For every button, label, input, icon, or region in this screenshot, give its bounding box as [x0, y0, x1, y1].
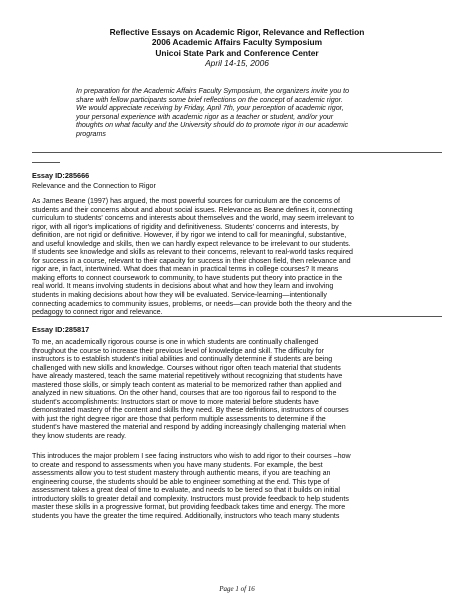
text-line: they know students are ready.: [32, 432, 127, 441]
event-date: April 14-15, 2006: [205, 57, 269, 68]
intro-paragraph: [76, 87, 416, 138]
text-line: master these skills in a progressive format, but providing feedback takes time and energy. The more: [32, 503, 346, 512]
text-line: instructors is to establish student's initial abilities and continually determine if students are being: [32, 355, 333, 364]
text-line: definition, are not rigid or definitive. However, if by rigor we intend to call for meaningful, substantive,: [32, 231, 347, 240]
intro-line: share with fellow participants some brief reflections on the concept of academic rigor.: [76, 95, 343, 104]
text-line: real world. It means involving students in decisions about what and how they learn and involving: [32, 282, 334, 291]
divider: [32, 316, 442, 317]
document-title: Reflective Essays on Academic Rigor, Relevance and Reflection: [109, 27, 365, 37]
text-line: students you have the greater the time required. Additionally, instructors who teach many students: [32, 511, 340, 520]
text-line: As James Beane (1997) has argued, the most powerful sources for curriculum are the concerns of: [32, 197, 340, 205]
text-line: have already mastered, teach the same material repetitively without recognizing that students have: [32, 372, 343, 381]
text-line: curriculum to students' concerns and interests about themselves and the world, may seem irrelevant to: [32, 214, 354, 223]
text-line: If students see knowledge and skills as relevant to their concerns, relevant to real-world tasks required: [32, 248, 353, 257]
text-line: and useful knowledge and skills, then we can hardly expect relevance to be irrelevant to our students.: [32, 239, 351, 248]
text-line: mastered those skills, or simply teach content as material to be memorized rather than applied and: [32, 380, 342, 389]
venue-name: Unicoi State Park and Conference Center: [155, 47, 319, 58]
text-line: students and their concerns about and about social issues. Relevance as Beane defines it, connecting: [32, 205, 353, 214]
essay-1-body: [32, 197, 442, 317]
text-line: challenged with new skills and knowledge. Courses without rigor often teach material that students: [32, 363, 341, 372]
document-header: [0, 27, 474, 68]
essay-2-paragraph-2: [32, 452, 442, 520]
text-line: connecting academics to community issues, problems, or needs—can provide both the theory and the: [32, 299, 352, 308]
text-line: assessment takes a great deal of time to evaluate, and needs to be tiered so that it builds on initial: [32, 486, 340, 495]
text-line: student's have mastered the material and respond by adding increasingly challenging material when: [32, 423, 346, 432]
intro-line: thoughts on what faculty and the University should do to promote rigor in our academic: [76, 121, 349, 130]
text-line: assessments allow you to test student mastery through authentic means, if you are teaching an: [32, 469, 331, 478]
text-line: rigor are, in fact, intertwined. What does that mean in practical terms in college courses? It means: [32, 265, 339, 274]
text-line: for success in a course, relevant to their capacity for success in their chosen field, then relevance and: [32, 256, 351, 265]
text-line: with just the right degree rigor are those that perform multiple assessments to determine if the: [32, 414, 326, 423]
text-line: To me, an academically rigorous course is one in which students are continually challenged: [32, 338, 319, 346]
text-line: throughout the course to increase their previous level of knowledge and skill. The difficulty for: [32, 346, 324, 355]
essay-id-1: Essay ID:285666: [32, 171, 90, 180]
intro-line: We would appreciate receiving by Friday, April 7th, your perception of academic rigor,: [76, 104, 344, 113]
text-line: demonstrated mastery of the content and skills they need. By these definitions, instructors of courses: [32, 406, 349, 415]
text-line: rigor, with all rigor's implications of rigidity and definitiveness. Students' concerns and interests, by: [32, 222, 339, 231]
text-line: pedagogy to connect rigor and relevance.: [32, 308, 163, 317]
text-line: to create and respond to assessments when you have many students. For example, the best: [32, 460, 323, 469]
text-line: students in making decisions about how they will be evaluated. Service-learning—intentionally: [32, 291, 327, 300]
text-line: This introduces the major problem I see facing instructors who wish to add rigor to their courses –how: [32, 452, 351, 460]
text-line: making efforts to connect coursework to community, to have students put theory into practice in the: [32, 273, 343, 282]
text-line: engineering course, the students should be able to engineer something at the end. This type of: [32, 477, 330, 486]
intro-line: your personal experience with academic rigor as a teacher or student, and/or your: [76, 112, 334, 121]
symposium-name: 2006 Academic Affairs Faculty Symposium: [151, 37, 323, 48]
divider: [32, 152, 442, 153]
intro-line: programs: [76, 129, 106, 138]
text-line: student's accomplishments: Instructors start or move to more material before students have: [32, 397, 319, 406]
intro-line: In preparation for the Academic Affairs Faculty Symposium, the organizers invite you to: [76, 87, 350, 95]
page-number: Page 1 of 16: [219, 585, 255, 593]
text-line: introductory skills to greater detail and complexity. Instructors must provide feedback to help students: [32, 494, 349, 503]
short-divider: [32, 162, 60, 163]
essay-id-2: Essay ID:285817: [32, 325, 90, 334]
text-line: analyzed in new situations. On the other hand, courses that are too rigorous fail to respond to the: [32, 389, 337, 398]
essay-2-paragraph-1: [32, 338, 442, 441]
essay-subtitle-1: Relevance and the Connection to Rigor: [32, 182, 156, 190]
